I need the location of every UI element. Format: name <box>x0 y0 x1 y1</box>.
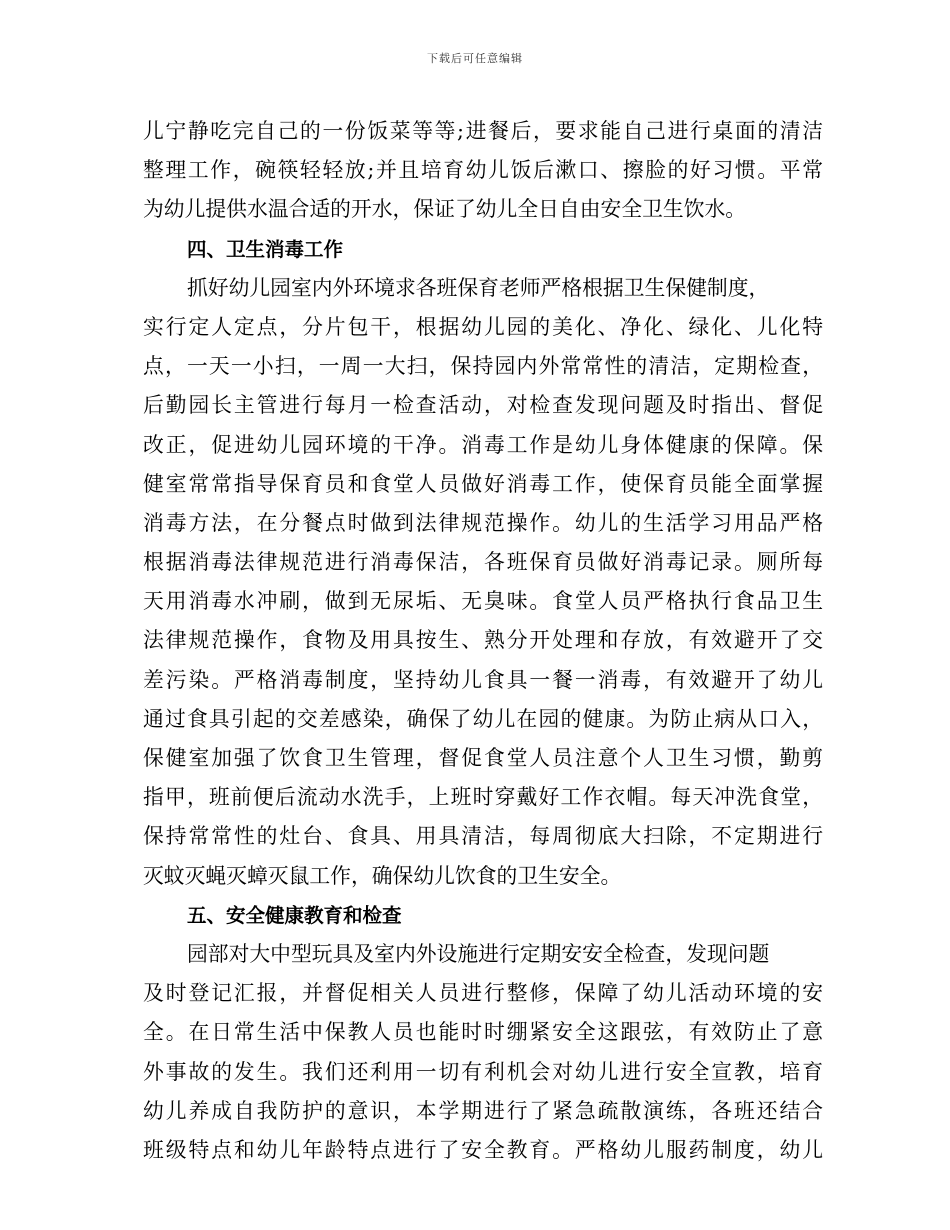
text-line: 通过食具引起的交差感染，确保了幼儿在园的健康。为防止病从口入， <box>143 706 823 731</box>
text-line: 天用消毒水冲刷，做到无尿垢、无臭味。食堂人员严格执行食品卫生 <box>143 589 823 614</box>
text-line: 保健室加强了饮食卫生管理，督促食堂人员注意个人卫生习惯，勤剪 <box>143 746 823 770</box>
text-line: 点，一天一小扫，一周一大扫，保持园内外常常性的清洁，定期检查， <box>143 354 823 379</box>
page-header: 下载后可任意编辑 <box>427 52 523 65</box>
text-line: 消毒方法，在分餐点时做到法律规范操作。幼儿的生活学习用品严格 <box>143 510 823 535</box>
text-line: 后勤园长主管进行每月一检查活动，对检查发现问题及时指出、督促 <box>143 393 823 418</box>
paragraph-safety <box>143 935 823 1170</box>
text-line: 及时登记汇报，并督促相关人员进行整修，保障了幼儿活动环境的安 <box>143 981 823 1006</box>
text-line: 整理工作，碗筷轻轻放;并且培育幼儿饭后漱口、擦脸的好习惯。平常 <box>143 158 823 183</box>
text-line: 幼儿养成自我防护的意识，本学期进行了紧急疏散演练，各班还结合 <box>143 1098 823 1123</box>
text-line: 改正，促进幼儿园环境的干净。消毒工作是幼儿身体健康的保障。保 <box>143 432 823 457</box>
text-line: 儿宁静吃完自己的一份饭菜等等;进餐后，要求能自己进行桌面的清洁 <box>143 119 823 143</box>
text-line: 为幼儿提供水温合适的开水，保证了幼儿全日自由安全卫生饮水。 <box>143 197 747 222</box>
text-line: 差污染。严格消毒制度，坚持幼儿食具一餐一消毒，有效避开了幼儿 <box>143 667 823 692</box>
paragraph-continuation <box>143 112 823 230</box>
text-line: 外事故的发生。我们还利用一切有利机会对幼儿进行安全宣教，培育 <box>143 1059 823 1084</box>
paragraph-hygiene <box>143 269 823 896</box>
text-line: 灭蚊灭蝇灭蟑灭鼠工作，确保幼儿饮食的卫生安全。 <box>143 863 622 888</box>
document-body <box>143 112 823 1170</box>
text-line: 实行定人定点，分片包干，根据幼儿园的美化、净化、绿化、儿化特 <box>143 314 823 339</box>
text-line: 班级特点和幼儿年龄特点进行了安全教育。严格幼儿服药制度，幼儿 <box>143 1137 823 1162</box>
section-heading-safety: 五、安全健康教育和检查 <box>187 903 402 927</box>
text-line: 法律规范操作，食物及用具按生、熟分开处理和存放，有效避开了交 <box>143 628 823 653</box>
text-line: 指甲，班前便后流动水洗手，上班时穿戴好工作衣帽。每天冲洗食堂， <box>143 785 823 810</box>
text-line: 园部对大中型玩具及室内外设施进行定期安安全检查，发现问题 <box>187 941 770 966</box>
text-line: 根据消毒法律规范进行消毒保洁，各班保育员做好消毒记录。厕所每 <box>143 550 823 575</box>
text-line: 全。在日常生活中保教人员也能时时绷紧安全这跟弦，有效防止了意 <box>143 1020 823 1045</box>
text-line: 保持常常性的灶台、食具、用具清洁，每周彻底大扫除，不定期进行 <box>143 824 823 849</box>
section-heading-hygiene: 四、卫生消毒工作 <box>187 237 344 261</box>
text-line: 健室常常指导保育员和食堂人员做好消毒工作，使保育员能全面掌握 <box>143 471 823 496</box>
text-line: 抓好幼儿园室内外环境求各班保育老师严格根据卫生保健制度， <box>187 275 770 300</box>
